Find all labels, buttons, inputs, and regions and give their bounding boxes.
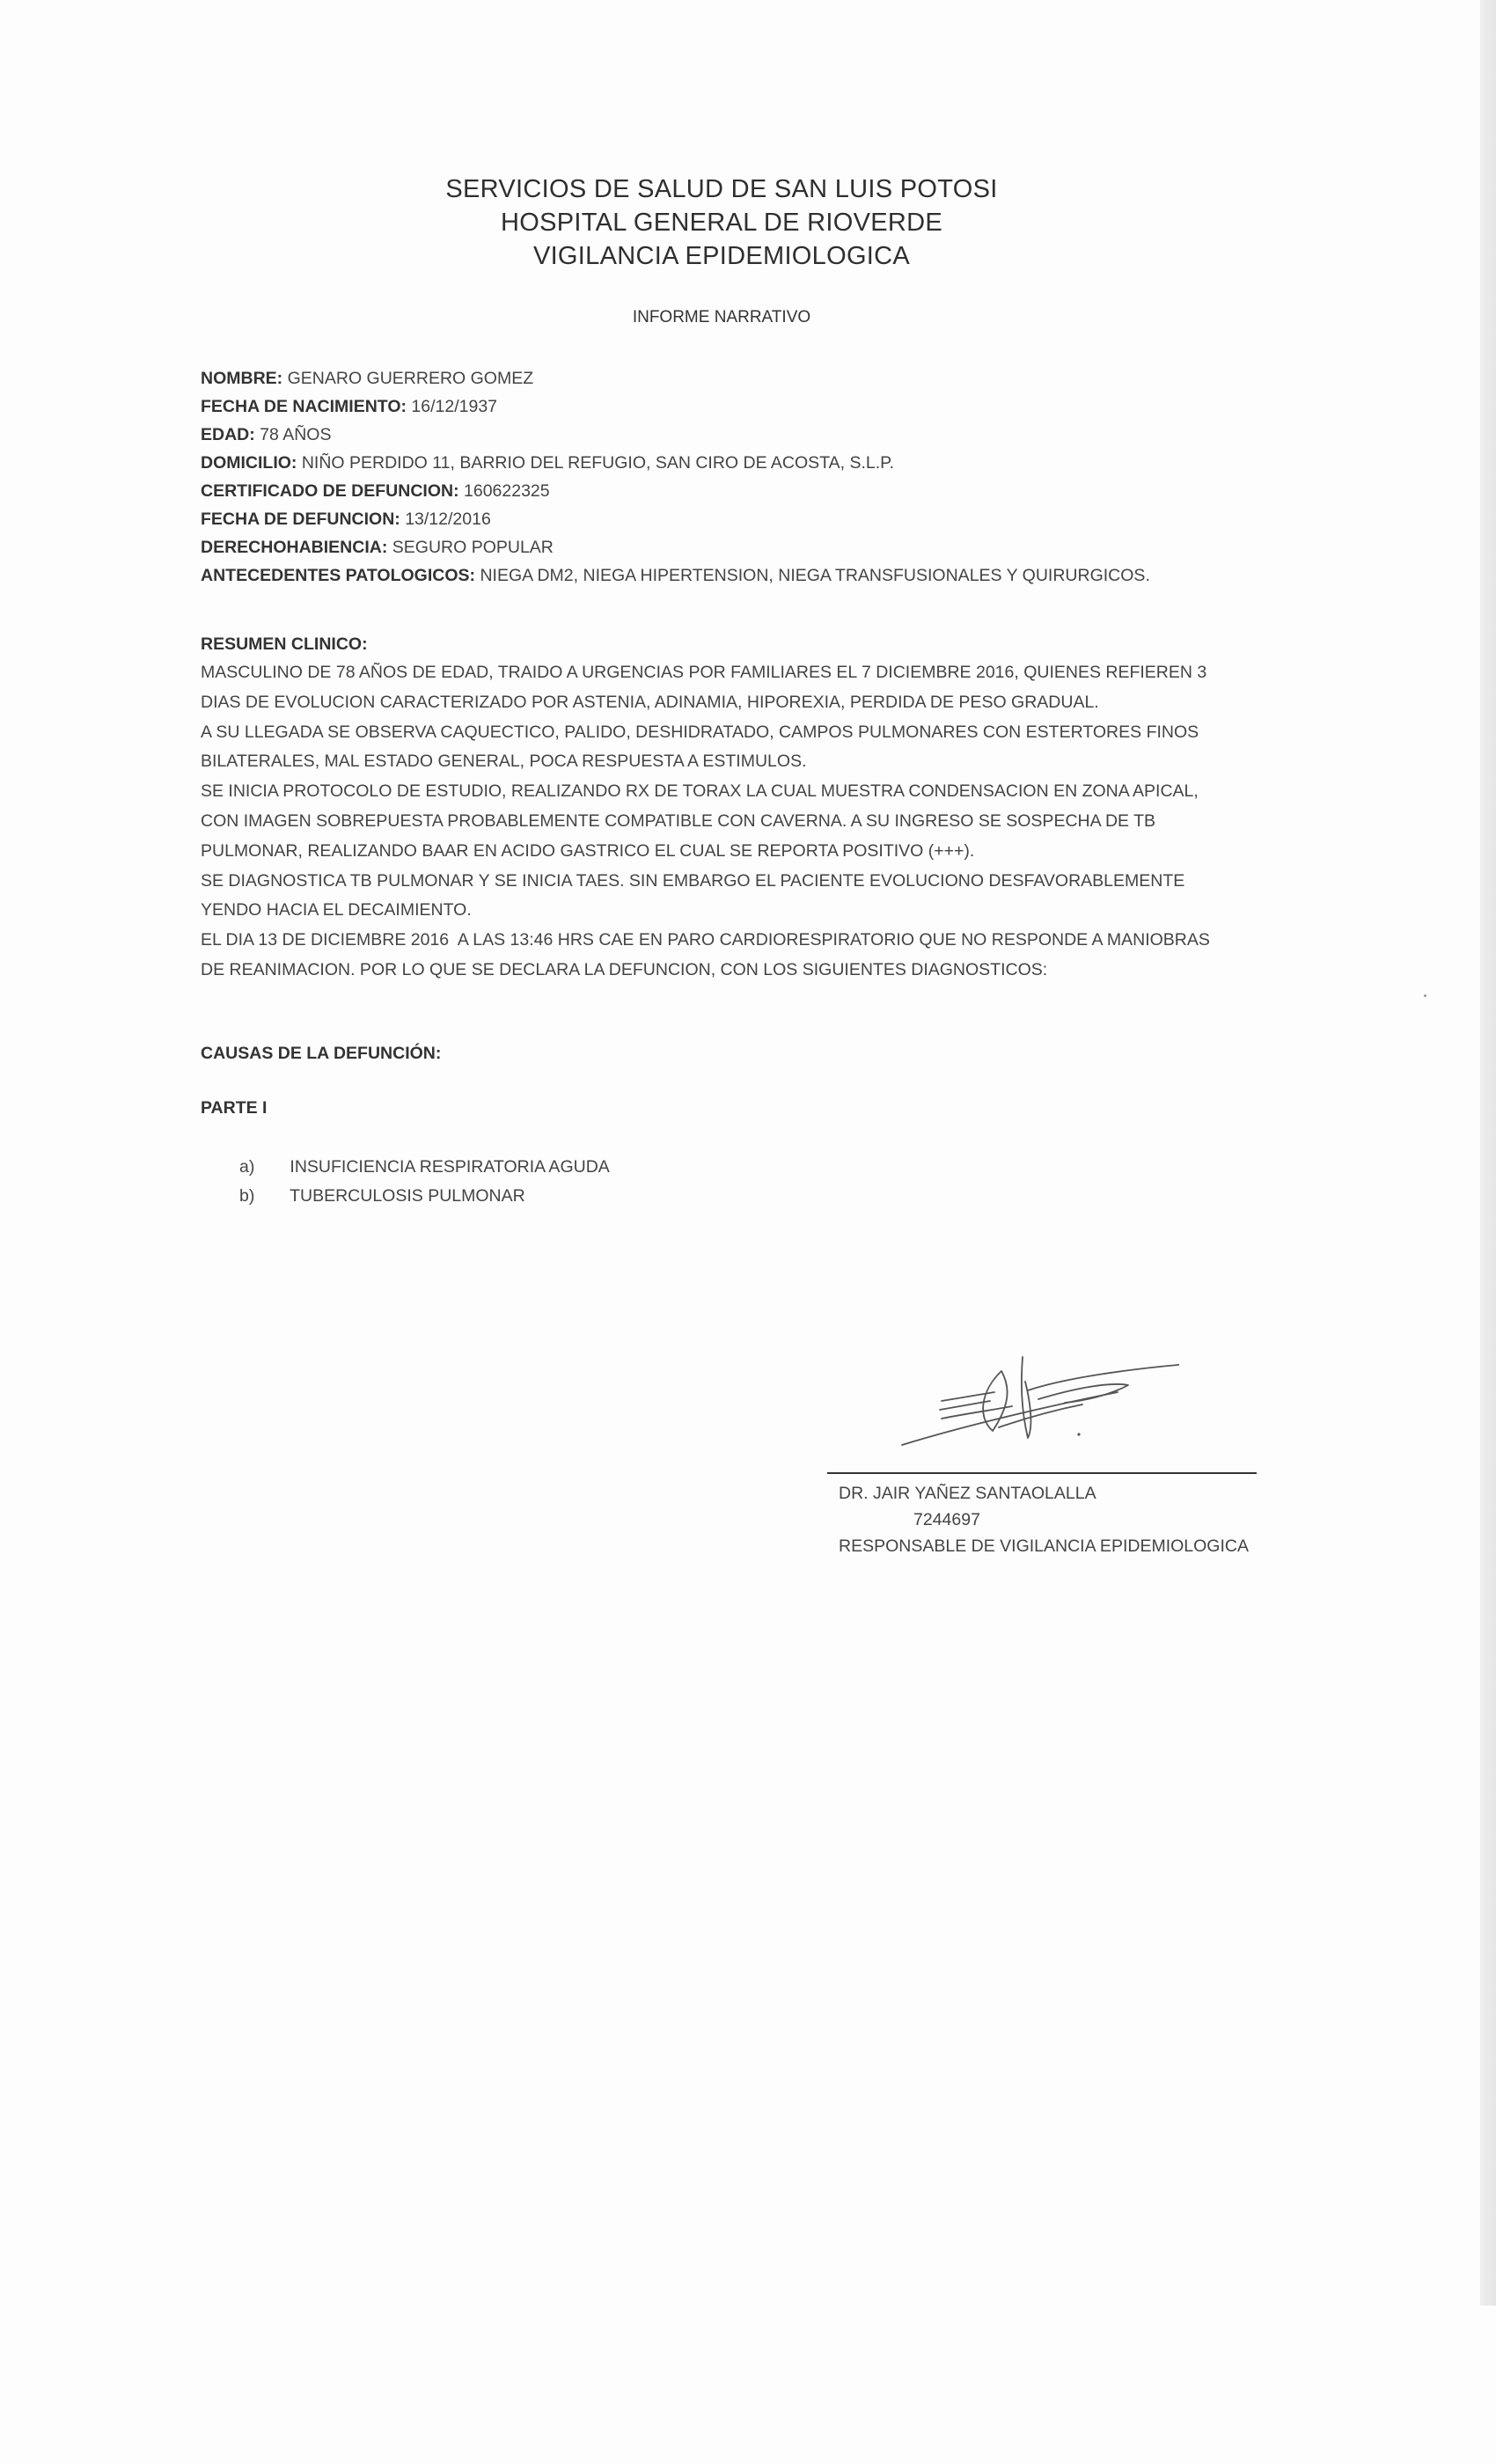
field-label: ANTECEDENTES PATOLOGICOS:	[201, 566, 476, 585]
header-hospital: HOSPITAL GENERAL DE RIOVERDE	[500, 209, 943, 237]
summary-line: PULMONAR, REALIZANDO BAAR EN ACIDO GASTRICO EL CUAL SE REPORTA POSITIVO (+++).	[201, 840, 975, 861]
summary-line: SE INICIA PROTOCOLO DE ESTUDIO, REALIZANDO RX DE TORAX LA CUAL MUESTRA CONDENSACION EN ZONA APICAL,	[201, 781, 1199, 802]
signer-block	[839, 1480, 1249, 1559]
handwritten-signature	[889, 1346, 1179, 1461]
field-label: NOMBRE:	[201, 369, 283, 388]
signature-line	[827, 1472, 1257, 1474]
scan-edge-shadow	[1480, 0, 1496, 2306]
diagnosis-item	[239, 1153, 610, 1182]
summary-line: DE REANIMACION. POR LO QUE SE DECLARA LA DEFUNCION, CON LOS SIGUIENTES DIAGNOSTICOS:	[201, 959, 1048, 979]
field-antecedentes	[201, 561, 1150, 590]
summary-line: YENDO HACIA EL DECAIMIENTO.	[201, 900, 472, 920]
scan-speck	[1424, 994, 1426, 997]
field-edad	[201, 421, 1150, 449]
signer-id: 7244697	[913, 1510, 980, 1529]
document-header	[0, 172, 1443, 273]
field-label: EDAD:	[201, 425, 255, 444]
summary-line: A SU LLEGADA SE OBSERVA CAQUECTICO, PALIDO, DESHIDRATADO, CAMPOS PULMONARES CON ESTERTORES FINOS	[201, 722, 1199, 742]
field-value: GENARO GUERRERO GOMEZ	[287, 369, 534, 388]
signer-name: DR. JAIR YAÑEZ SANTAOLALLA	[839, 1484, 1096, 1503]
signer-role: RESPONSABLE DE VIGILANCIA EPIDEMIOLOGICA	[839, 1536, 1249, 1556]
field-value: 13/12/2016	[405, 510, 491, 529]
document-subtitle: INFORME NARRATIVO	[632, 308, 811, 326]
field-label: DOMICILIO:	[201, 453, 297, 473]
header-department: VIGILANCIA EPIDEMIOLOGICA	[532, 242, 911, 270]
summary-line: EL DIA 13 DE DICIEMBRE 2016 A LAS 13:46 HRS CAE EN PARO CARDIORESPIRATORIO QUE NO RESPONDE A MANIOBRAS	[201, 930, 1210, 950]
summary-line: SE DIAGNOSTICA TB PULMONAR Y SE INICIA TAES. SIN EMBARGO EL PACIENTE EVOLUCIONO DESFAVORABLEMENTE	[201, 870, 1185, 891]
field-domicilio	[201, 449, 1150, 477]
field-nombre	[201, 364, 1150, 392]
diagnosis-item	[239, 1182, 610, 1211]
field-label: FECHA DE NACIMIENTO:	[201, 397, 407, 416]
diagnosis-list	[239, 1153, 610, 1211]
field-label: FECHA DE DEFUNCION:	[201, 510, 400, 529]
diagnosis-text: TUBERCULOSIS PULMONAR	[290, 1186, 525, 1206]
field-label: CERTIFICADO DE DEFUNCION:	[201, 481, 459, 501]
diagnosis-marker: b)	[239, 1186, 255, 1206]
summary-line: BILATERALES, MAL ESTADO GENERAL, POCA RESPUESTA A ESTIMULOS.	[201, 752, 807, 772]
causes-of-death-heading-block	[201, 1044, 441, 1064]
causes-of-death-heading: CAUSAS DE LA DEFUNCIÓN:	[201, 1044, 442, 1063]
header-institution: SERVICIOS DE SALUD DE SAN LUIS POTOSI	[445, 175, 998, 203]
field-value: 160622325	[464, 481, 550, 501]
diagnosis-text: INSUFICIENCIA RESPIRATORIA AGUDA	[290, 1157, 610, 1177]
field-derechohabiencia	[201, 533, 1150, 561]
clinical-summary	[201, 630, 1301, 986]
part-label: PARTE I	[201, 1098, 268, 1118]
summary-line: MASCULINO DE 78 AÑOS DE EDAD, TRAIDO A URGENCIAS POR FAMILIARES EL 7 DICIEMBRE 2016, QUIENES REFIEREN 3	[201, 663, 1207, 682]
field-label: DERECHOHABIENCIA:	[201, 538, 388, 557]
field-value: SEGURO POPULAR	[392, 538, 554, 557]
summary-line: DIAS DE EVOLUCION CARACTERIZADO POR ASTENIA, ADINAMIA, HIPOREXIA, PERDIDA DE PESO GRADUAL.	[201, 692, 1099, 712]
field-value: NIÑO PERDIDO 11, BARRIO DEL REFUGIO, SAN CIRO DE ACOSTA, S.L.P.	[301, 453, 895, 473]
field-value: 78 AÑOS	[260, 425, 332, 444]
field-value: NIEGA DM2, NIEGA HIPERTENSION, NIEGA TRANSFUSIONALES Y QUIRURGICOS.	[480, 566, 1150, 585]
summary-line: CON IMAGEN SOBREPUESTA PROBABLEMENTE COMPATIBLE CON CAVERNA. A SU INGRESO SE SOSPECHA DE TB	[201, 810, 1156, 831]
patient-fields	[201, 364, 1150, 590]
diagnosis-marker: a)	[239, 1157, 255, 1177]
field-certificado-defuncion	[201, 477, 1150, 505]
field-value: 16/12/1937	[411, 397, 498, 416]
field-fecha-defuncion	[201, 505, 1150, 533]
field-fecha-nacimiento	[201, 392, 1150, 421]
clinical-summary-heading: RESUMEN CLINICO:	[201, 634, 368, 654]
